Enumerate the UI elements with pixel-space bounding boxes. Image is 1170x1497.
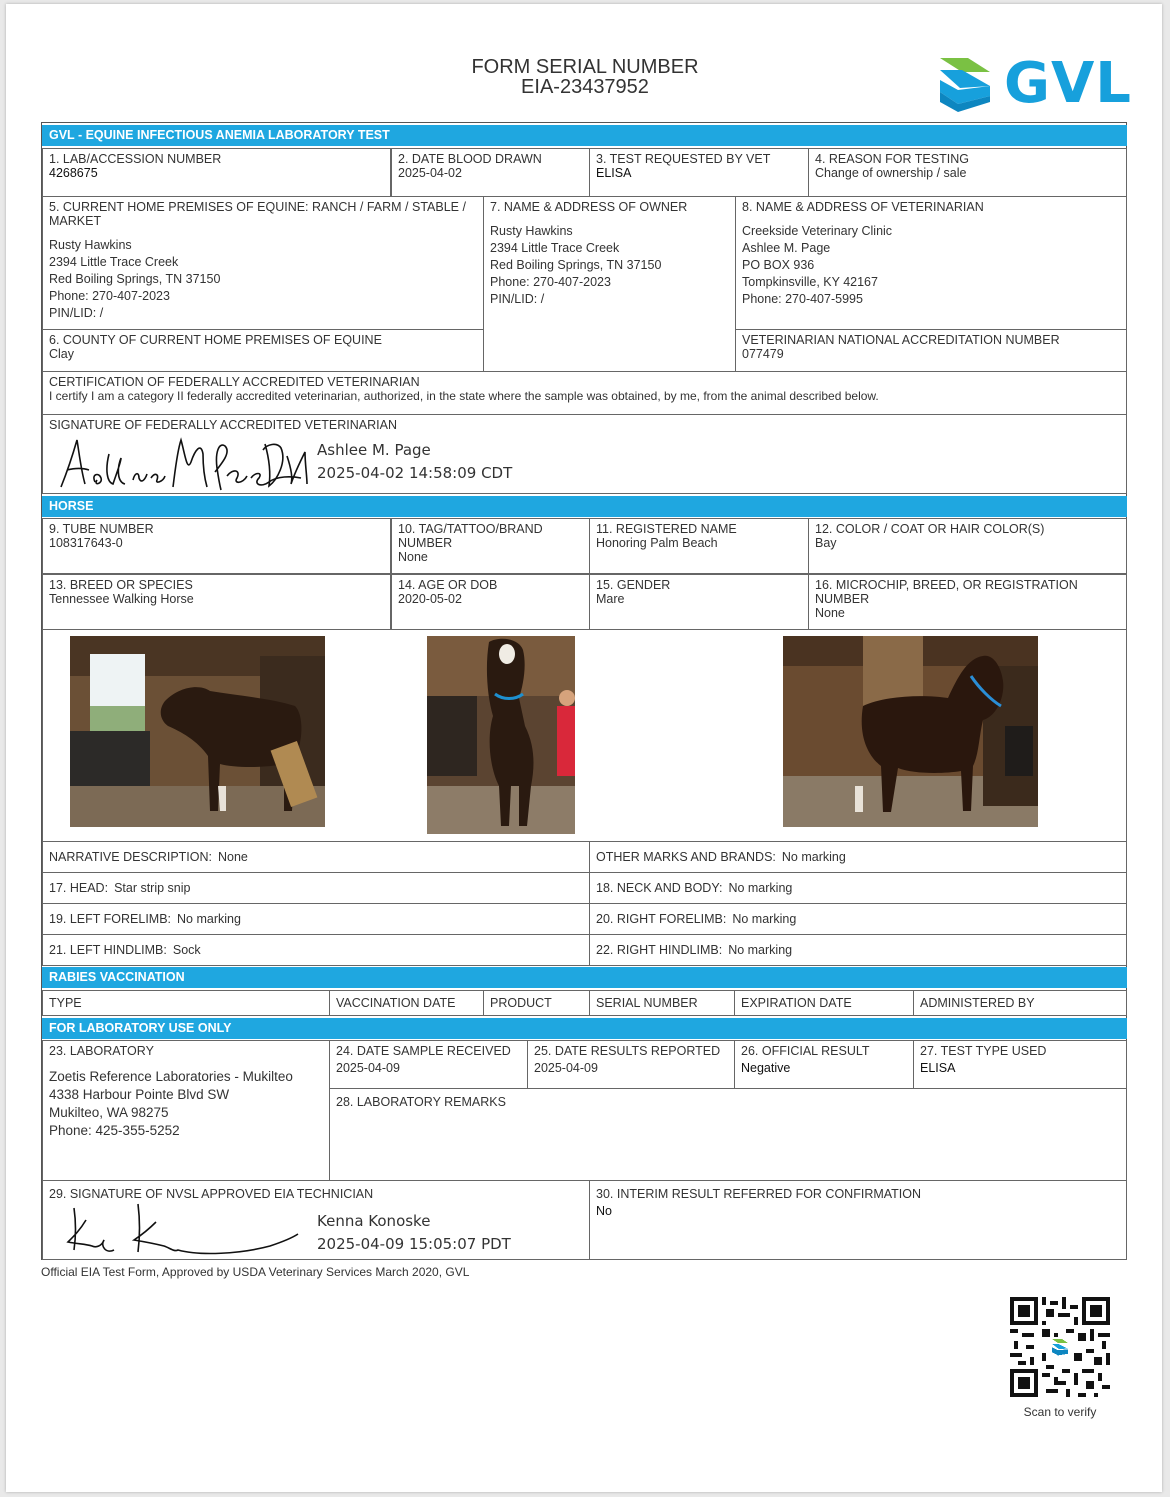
field-value: No marking	[728, 881, 793, 895]
address-line: PO BOX 936	[742, 258, 815, 272]
field-label: 23. LABORATORY	[49, 1044, 154, 1058]
field-value: Negative	[741, 1061, 791, 1075]
gvl-logo-text: GVL	[1004, 51, 1132, 116]
field-veterinarian	[735, 196, 1127, 330]
address-line: Tompkinsville, KY 42167	[742, 275, 878, 289]
field-value: 2025-04-02	[398, 166, 462, 180]
field-label: 27. TEST TYPE USED	[920, 1044, 1047, 1058]
field-label: 22. RIGHT HINDLIMB:	[596, 943, 723, 957]
rabies-col-serial: SERIAL NUMBER	[589, 990, 735, 1016]
field-reason-testing	[808, 148, 1127, 197]
address-line: Phone: 270-407-2023	[490, 275, 611, 289]
address-line: Rusty Hawkins	[49, 238, 132, 252]
field-value: 2025-04-09	[336, 1061, 400, 1075]
field-certification	[42, 371, 1127, 415]
address-line: 2394 Little Trace Creek	[49, 255, 179, 269]
field-accreditation-number	[735, 329, 1127, 372]
field-left-hindlimb	[42, 934, 590, 966]
vet-handwritten-signature	[55, 432, 310, 494]
field-label: CERTIFICATION OF FEDERALLY ACCREDITED VETERINARIAN	[49, 375, 420, 389]
field-label: 6. COUNTY OF CURRENT HOME PREMISES OF EQUINE	[49, 333, 382, 347]
address-line: Rusty Hawkins	[490, 224, 573, 238]
field-label: 3. TEST REQUESTED BY VET	[596, 152, 771, 166]
field-home-premises	[42, 196, 484, 330]
field-age-dob	[391, 574, 590, 630]
field-label: 19. LEFT FORELIMB:	[49, 912, 172, 926]
field-gender	[589, 574, 809, 630]
address-line: Mukilteo, WA 98275	[49, 1105, 169, 1120]
field-label: 5. CURRENT HOME PREMISES OF EQUINE: RANCH / FARM / STABLE / MARKET	[49, 200, 466, 228]
field-label: 13. BREED OR SPECIES	[49, 578, 193, 592]
field-lab-accession	[42, 148, 391, 197]
field-registered-name	[589, 518, 809, 574]
field-label: VETERINARIAN NATIONAL ACCREDITATION NUMBER	[742, 333, 1060, 347]
field-label: 8. NAME & ADDRESS OF VETERINARIAN	[742, 200, 984, 214]
field-label: 15. GENDER	[596, 578, 671, 592]
section-horse: HORSE	[42, 496, 1127, 517]
field-label: 16. MICROCHIP, BREED, OR REGISTRATION NUMBER	[815, 578, 1078, 606]
form-serial-number: EIA-23437952	[521, 76, 649, 98]
field-label: 10. TAG/TATTOO/BRAND NUMBER	[398, 522, 543, 550]
field-label: 2. DATE BLOOD DRAWN	[398, 152, 542, 166]
field-label: 21. LEFT HINDLIMB:	[49, 943, 167, 957]
field-label: NARRATIVE DESCRIPTION:	[49, 850, 212, 864]
rabies-col-expiration: EXPIRATION DATE	[734, 990, 914, 1016]
section-lab-use: FOR LABORATORY USE ONLY	[42, 1018, 1127, 1039]
rabies-col-vacc-date: VACCINATION DATE	[329, 990, 484, 1016]
address-line: Red Boiling Springs, TN 37150	[49, 272, 221, 286]
field-date-blood-drawn	[391, 148, 590, 197]
field-label: 20. RIGHT FORELIMB:	[596, 912, 727, 926]
field-label: 4. REASON FOR TESTING	[815, 152, 969, 166]
horse-photo-front	[427, 636, 575, 834]
address-line: PIN/LID: /	[490, 292, 545, 306]
field-label: 18. NECK AND BODY:	[596, 881, 723, 895]
field-value: 2020-05-02	[398, 592, 462, 606]
field-value: Clay	[49, 347, 75, 361]
technician-name: Kenna Konoske	[317, 1212, 431, 1230]
address-line: PIN/LID: /	[49, 306, 104, 320]
field-value: Star strip snip	[114, 881, 191, 895]
address-line: Red Boiling Springs, TN 37150	[490, 258, 662, 272]
field-value: 108317643-0	[49, 536, 123, 550]
section-rabies: RABIES VACCINATION	[42, 967, 1127, 988]
vet-signature-timestamp: 2025-04-02 14:58:09 CDT	[317, 464, 513, 482]
field-narrative	[42, 841, 590, 873]
field-label: OTHER MARKS AND BRANDS:	[596, 850, 776, 864]
qr-caption: Scan to verify	[1023, 1405, 1097, 1419]
field-label: SIGNATURE OF FEDERALLY ACCREDITED VETERINARIAN	[49, 418, 397, 432]
field-official-result	[734, 1040, 914, 1089]
field-value: 2025-04-09	[534, 1061, 598, 1075]
technician-signature-timestamp: 2025-04-09 15:05:07 PDT	[317, 1235, 511, 1253]
field-county	[42, 329, 484, 372]
field-tube-number	[42, 518, 391, 574]
field-value: ELISA	[920, 1061, 956, 1075]
field-color	[808, 518, 1127, 574]
field-other-marks	[589, 841, 1127, 873]
field-label: 26. OFFICIAL RESULT	[741, 1044, 870, 1058]
address-line: Zoetis Reference Laboratories - Mukilteo	[49, 1069, 293, 1084]
field-label: 11. REGISTERED NAME	[596, 522, 737, 536]
horse-photo-left-side	[70, 636, 325, 827]
field-label: 17. HEAD:	[49, 881, 109, 895]
form-serial-title: FORM SERIAL NUMBER	[471, 56, 699, 78]
field-value: No marking	[732, 912, 797, 926]
address-line: Phone: 425-355-5252	[49, 1123, 180, 1138]
field-label: 7. NAME & ADDRESS OF OWNER	[490, 200, 688, 214]
field-value: Change of ownership / sale	[815, 166, 967, 180]
address-line: 2394 Little Trace Creek	[490, 241, 620, 255]
field-neck-body	[589, 872, 1127, 904]
address-line: Ashlee M. Page	[742, 241, 831, 255]
field-label: 9. TUBE NUMBER	[49, 522, 154, 536]
field-laboratory	[42, 1040, 330, 1181]
address-line: 4338 Harbour Pointe Blvd SW	[49, 1087, 230, 1102]
field-interim-result	[589, 1180, 1127, 1260]
field-right-forelimb	[589, 903, 1127, 935]
field-value: ELISA	[596, 166, 632, 180]
certification-text: I certify I am a category II federally accredited veterinarian, authorized, in the state where the sample was obtained, by me, from the animal described below.	[49, 389, 879, 403]
field-label: 28. LABORATORY REMARKS	[336, 1095, 506, 1109]
rabies-col-type: TYPE	[42, 990, 330, 1016]
field-label: 1. LAB/ACCESSION NUMBER	[49, 152, 222, 166]
field-label: 25. DATE RESULTS REPORTED	[534, 1044, 721, 1058]
rabies-col-product: PRODUCT	[483, 990, 590, 1016]
field-value: No marking	[177, 912, 241, 926]
field-test-type	[913, 1040, 1127, 1089]
field-label: 29. SIGNATURE OF NVSL APPROVED EIA TECHNICIAN	[49, 1187, 374, 1201]
vet-signer-name: Ashlee M. Page	[317, 441, 431, 459]
field-owner	[483, 196, 736, 372]
field-value: No marking	[781, 850, 846, 864]
field-date-received	[329, 1040, 528, 1089]
field-value: No	[596, 1204, 612, 1218]
field-right-hindlimb	[589, 934, 1127, 966]
field-value: None	[398, 550, 428, 564]
address-line: Phone: 270-407-2023	[49, 289, 170, 303]
field-value: No marking	[728, 943, 793, 957]
field-test-requested	[589, 148, 809, 197]
field-value: 077479	[742, 347, 784, 361]
field-tag-tattoo	[391, 518, 590, 574]
field-date-reported	[527, 1040, 735, 1089]
field-microchip	[808, 574, 1127, 630]
field-label: 14. AGE OR DOB	[398, 578, 498, 592]
field-label: 30. INTERIM RESULT REFERRED FOR CONFIRMATION	[596, 1187, 922, 1201]
field-breed	[42, 574, 391, 630]
horse-photo-right-side	[783, 636, 1038, 827]
field-value: Sock	[172, 943, 201, 957]
field-value: None	[815, 606, 845, 620]
field-value: Tennessee Walking Horse	[49, 592, 194, 606]
field-lab-remarks	[329, 1088, 1127, 1181]
section-lab-test: GVL - EQUINE INFECTIOUS ANEMIA LABORATORY TEST	[42, 125, 1127, 146]
field-label: 12. COLOR / COAT OR HAIR COLOR(S)	[815, 522, 1045, 536]
field-left-forelimb	[42, 903, 590, 935]
address-line: Phone: 270-407-5995	[742, 292, 863, 306]
field-value: Mare	[596, 592, 625, 606]
field-value: Honoring Palm Beach	[596, 536, 718, 550]
field-label: 24. DATE SAMPLE RECEIVED	[336, 1044, 511, 1058]
address-line: Creekside Veterinary Clinic	[742, 224, 893, 238]
form-approval-note: Official EIA Test Form, Approved by USDA Veterinary Services March 2020, GVL	[41, 1265, 470, 1279]
field-head	[42, 872, 590, 904]
gvl-logo-icon	[938, 56, 994, 112]
field-value: Bay	[815, 536, 837, 550]
field-value: None	[217, 850, 248, 864]
qr-code-icon[interactable]	[1010, 1297, 1110, 1397]
rabies-col-administered: ADMINISTERED BY	[913, 990, 1127, 1016]
technician-handwritten-signature	[60, 1200, 305, 1260]
field-value: 4268675	[49, 166, 98, 180]
